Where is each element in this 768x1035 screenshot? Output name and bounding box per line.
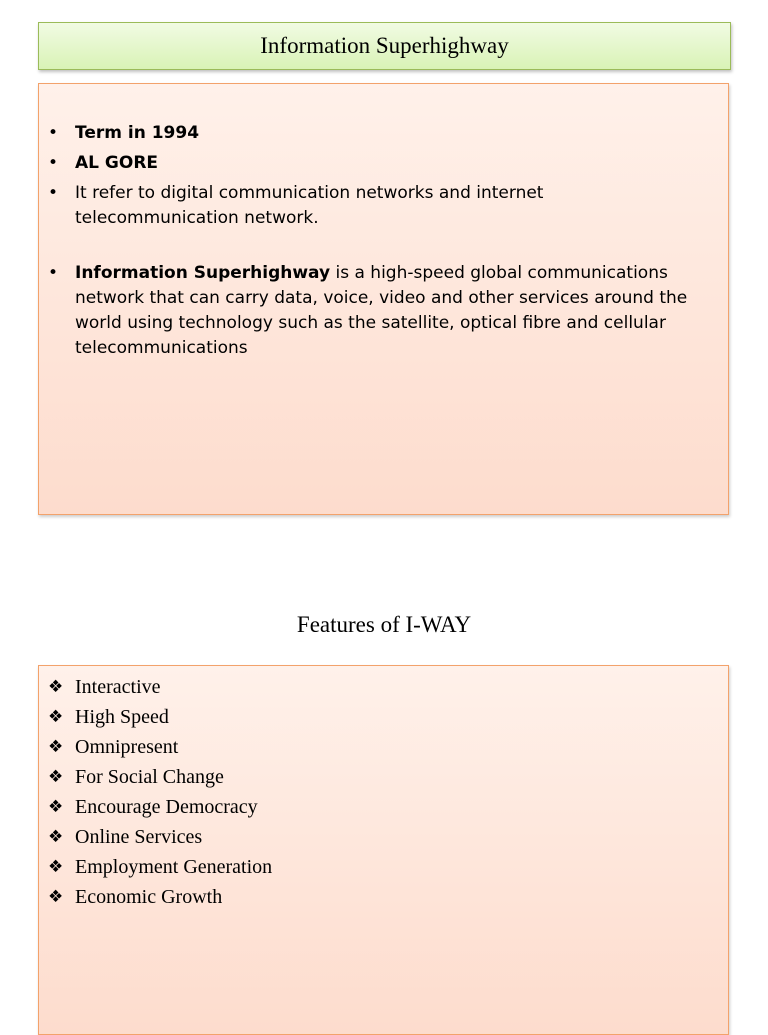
list-item bbox=[47, 792, 708, 822]
list-item bbox=[47, 151, 708, 176]
list-item bbox=[47, 762, 708, 792]
list-item bbox=[47, 822, 708, 852]
content-box-definition bbox=[38, 83, 729, 515]
diamond-bullet-icon: ❖ bbox=[48, 857, 64, 877]
feature-text: Omnipresent bbox=[75, 736, 179, 758]
bullet-bold-text: Term in 1994 bbox=[75, 123, 200, 143]
list-item bbox=[47, 181, 708, 231]
diamond-bullet-icon: ❖ bbox=[48, 767, 64, 787]
bullet-icon: • bbox=[47, 123, 59, 143]
definition-list bbox=[47, 121, 708, 361]
list-item bbox=[47, 121, 708, 146]
feature-text: Economic Growth bbox=[75, 886, 223, 908]
diamond-bullet-icon: ❖ bbox=[48, 707, 64, 727]
list-item bbox=[47, 732, 708, 762]
slide-title-box bbox=[38, 22, 731, 70]
diamond-bullet-icon: ❖ bbox=[48, 887, 64, 907]
bullet-text: It refer to digital communication networks and internet telecommunication network. bbox=[75, 183, 544, 228]
slide-title: Information Superhighway bbox=[260, 33, 509, 58]
bullet-icon: • bbox=[47, 263, 59, 283]
features-title: Features of I-WAY bbox=[296, 612, 472, 637]
bullet-bold-text: Information Superhighway bbox=[75, 263, 331, 283]
feature-text: Encourage Democracy bbox=[75, 796, 258, 818]
diamond-bullet-icon: ❖ bbox=[48, 797, 64, 817]
diamond-bullet-icon: ❖ bbox=[48, 677, 64, 697]
list-item bbox=[47, 702, 708, 732]
feature-text: Online Services bbox=[75, 826, 203, 848]
list-item bbox=[47, 882, 708, 912]
feature-text: For Social Change bbox=[75, 766, 224, 788]
diamond-bullet-icon: ❖ bbox=[48, 827, 64, 847]
bullet-icon: • bbox=[47, 153, 59, 173]
bullet-icon: • bbox=[47, 183, 59, 203]
feature-text: Employment Generation bbox=[75, 856, 273, 878]
feature-text: High Speed bbox=[75, 706, 169, 728]
content-box-features bbox=[38, 665, 729, 1035]
bullet-bold-text: AL GORE bbox=[75, 153, 159, 173]
features-list bbox=[47, 672, 708, 912]
list-item bbox=[47, 261, 708, 361]
list-item bbox=[47, 852, 708, 882]
list-item bbox=[47, 672, 708, 702]
diamond-bullet-icon: ❖ bbox=[48, 737, 64, 757]
feature-text: Interactive bbox=[75, 676, 161, 698]
bullet-text: is a high-speed global communications network that can carry data, voice, video and other services around the world using technology such as the satellite, optical fibre and cellular telecommunications bbox=[75, 263, 688, 358]
